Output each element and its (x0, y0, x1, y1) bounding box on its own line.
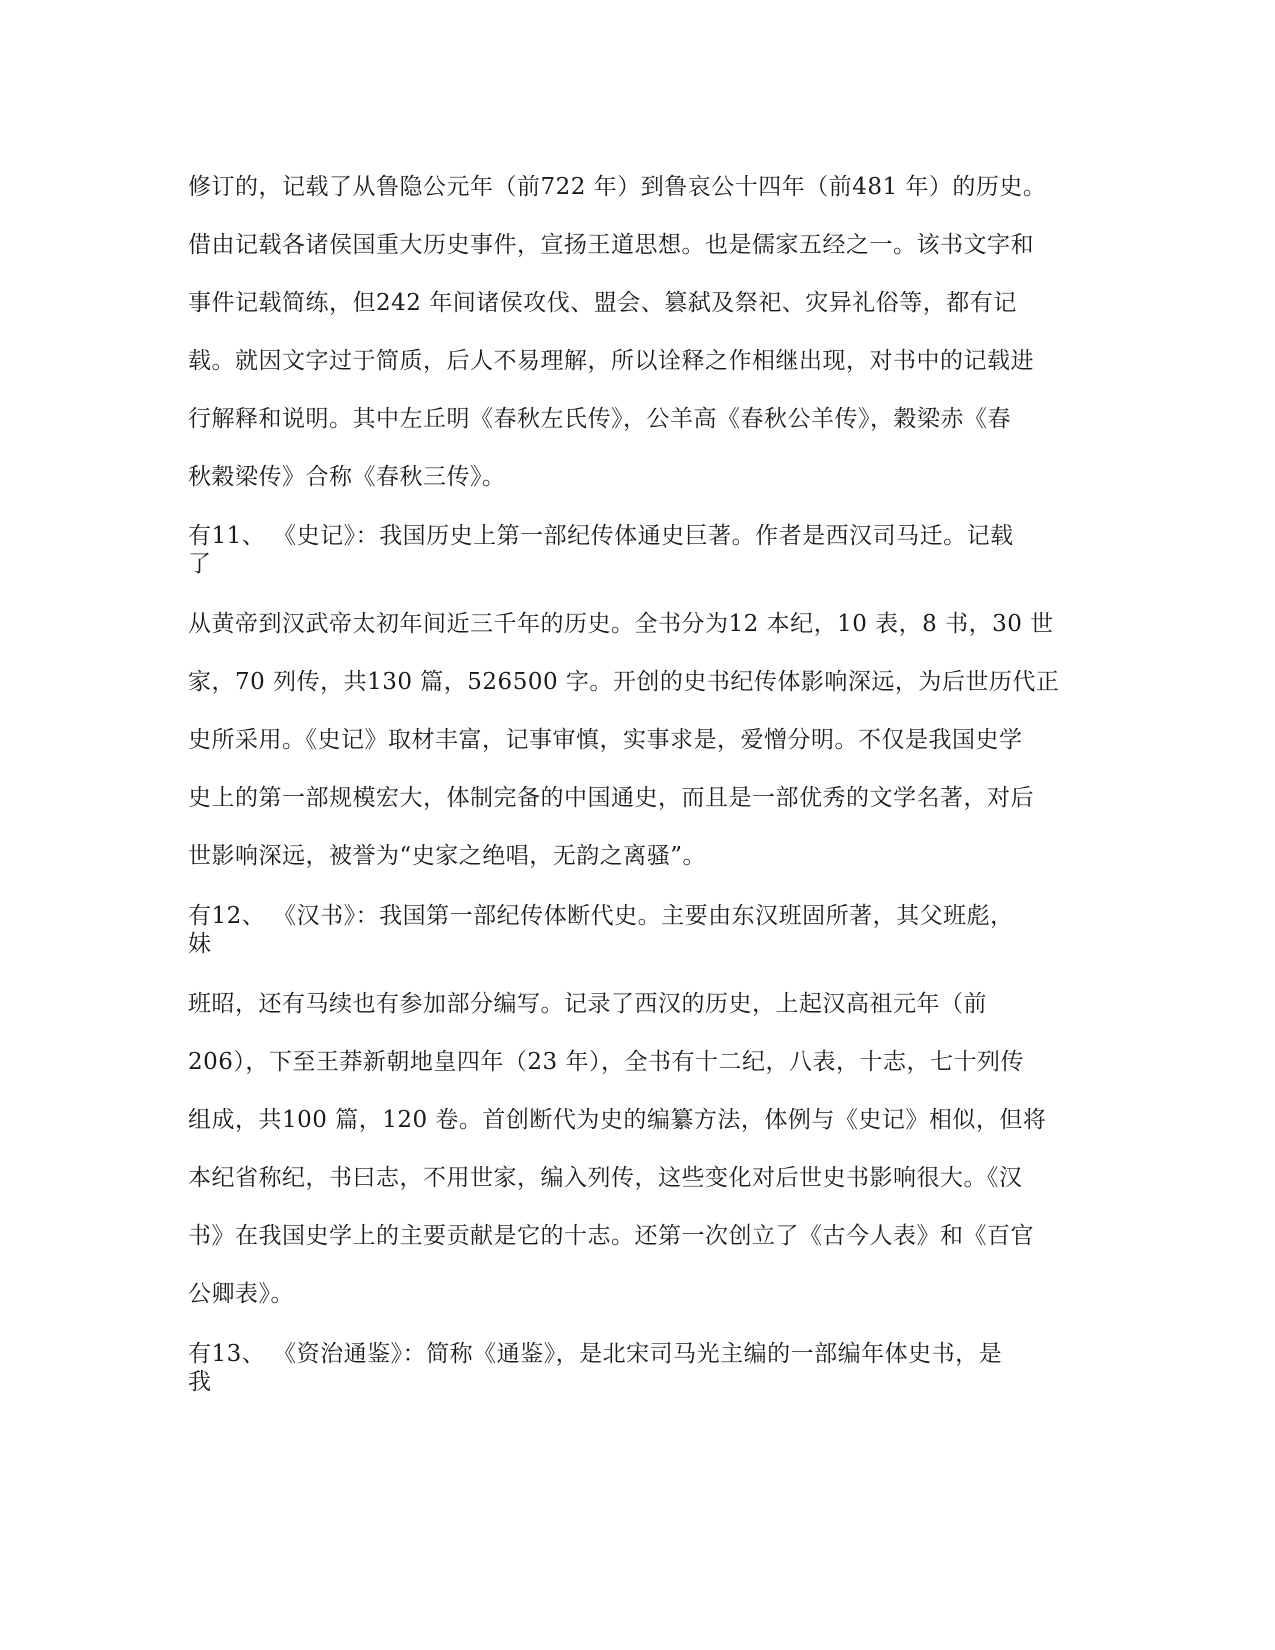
text-line: 本纪省称纪，书曰志，不用世家，编入列传，这些变化对后世史书影响很大。《汉 (188, 1165, 1023, 1191)
text-line: 史所采用。《史记》取材丰富，记事审慎，实事求是，爱憎分明。不仅是我国史学 (188, 727, 1023, 753)
text-line: 从黄帝到汉武帝太初年间近三千年的历史。全书分为12 本纪，10 表，8 书，30 世 (188, 611, 1054, 637)
text-line: 世影响深远，被誉为“史家之绝唱，无韵之离骚”。 (188, 843, 707, 869)
text-line: 秋穀梁传》合称《春秋三传》。 (188, 464, 506, 490)
text-line: 206），下至王莽新朝地皇四年（23 年），全书有十二纪，八表，十志，七十列传 (188, 1049, 1024, 1075)
text-line: 借由记载各诸侯国重大历史事件，宣扬王道思想。也是儒家五经之一。该书文字和 (188, 232, 1034, 258)
text-line: 家，70 列传，共130 篇，526500 字。开创的史书纪传体影响深远，为后世历代正 (188, 669, 1060, 695)
text-line: 书》在我国史学上的主要贡献是它的十志。还第一次创立了《古今人表》和《百官 (188, 1223, 1034, 1249)
text-line: 事件记载简练，但242 年间诸侯攻伐、盟会、篡弑及祭祀、灾异礼俗等，都有记 (188, 290, 1017, 316)
text-line-wrap: 我 (188, 1369, 212, 1395)
text-line: 载。就因文字过于简质，后人不易理解，所以诠释之作相继出现，对书中的记载进 (188, 348, 1034, 374)
text-line: 史上的第一部规模宏大，体制完备的中国通史，而且是一部优秀的文学名著，对后 (188, 785, 1034, 811)
text-line: 修订的，记载了从鲁隐公元年（前722 年）到鲁哀公十四年（前481 年）的历史。 (188, 174, 1047, 200)
item-12-heading: 有12、 《汉书》：我国第一部纪传体断代史。主要由东汉班固所著，其父班彪， (188, 903, 1014, 929)
text-line: 公卿表》。 (188, 1281, 294, 1307)
item-13-heading: 有13、 《资治通鉴》：简称《通鉴》，是北宋司马光主编的一部编年体史书，是 (188, 1341, 1003, 1367)
item-11-heading: 有11、 《史记》：我国历史上第一部纪传体通史巨著。作者是西汉司马迁。记载 (188, 523, 1014, 549)
text-line: 行解释和说明。其中左丘明《春秋左氏传》，公羊高《春秋公羊传》，穀梁赤《春 (188, 406, 1011, 432)
text-line-wrap: 了 (188, 551, 212, 577)
text-line-wrap: 妹 (188, 931, 212, 957)
text-line: 组成，共100 篇，120 卷。首创断代为史的编纂方法，体例与《史记》相似，但将 (188, 1107, 1047, 1133)
text-line: 班昭，还有马续也有参加部分编写。记录了西汉的历史，上起汉高祖元年（前 (188, 991, 987, 1017)
